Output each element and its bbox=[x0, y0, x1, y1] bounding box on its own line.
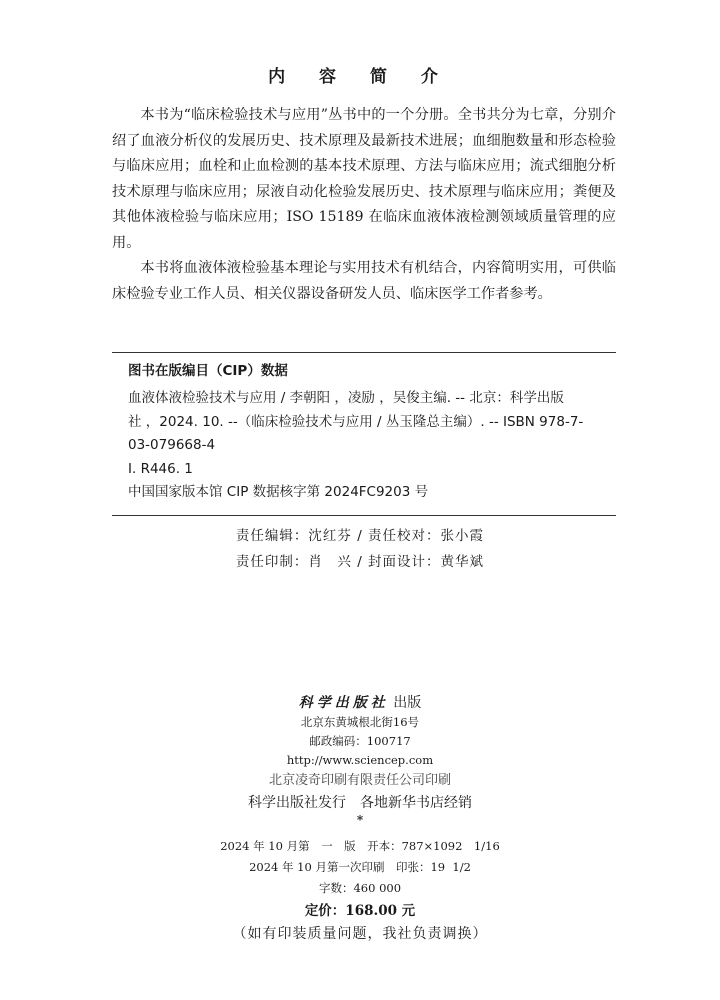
summary-paragraph: 本书为“临床检验技术与应用”丛书中的一个分册。全书共分为七章，分别介绍了血液分析仪的发展历史、技术原理及最新技术进展；血细胞数量和形态检验与临床应用；血栓和止血检测的基本技术原理、方法与临床应用；流式细胞分析技术原理与临床应用；尿液自动化检验发展历史、技术原理与临床应用；粪便及其他体液检验与临床应用；ISO 15189 在临床血液体液检测领域质量管理的应用。 bbox=[112, 107, 616, 251]
staff-line-editors: 责任编辑：沈红芬 / 责任校对：张小霞 bbox=[235, 528, 485, 544]
distribution-line: 科学出版社发行 各地新华书店经销 bbox=[248, 795, 472, 811]
publisher-block bbox=[0, 693, 720, 826]
summary-text bbox=[112, 103, 616, 307]
publisher-logo: 科学出版社 bbox=[298, 695, 389, 711]
printer-line: 北京凌奇印刷有限责任公司印刷 bbox=[268, 773, 451, 788]
publisher-address: 北京东黄城根北街16号 bbox=[300, 715, 420, 729]
cip-record bbox=[128, 387, 616, 505]
publisher-suffix: 出版 bbox=[393, 695, 422, 711]
quality-note: （如有印装质量问题，我社负责调换） bbox=[232, 926, 488, 942]
cip-bottom-rule bbox=[112, 515, 616, 516]
cip-line: 血液体液检验技术与应用 / 李朝阳 ，凌励 ，吴俊主编. -- 北京：科学出版 bbox=[128, 390, 564, 406]
summary-paragraph: 本书将血液体液检验基本理论与实用技术有机结合，内容简明实用，可供临床检验专业工作人员、相关仪器设备研发人员、临床医学工作者参考。 bbox=[112, 260, 616, 302]
cip-top-rule bbox=[112, 352, 616, 353]
publisher-name bbox=[0, 693, 720, 713]
printing-line: 2024 年 10 月第一次印刷 印张：19 1/2 bbox=[249, 860, 471, 874]
word-count: 字数：460 000 bbox=[318, 881, 402, 895]
staff-credits bbox=[0, 523, 720, 575]
book-specs bbox=[0, 836, 720, 945]
publisher-website: http://www.sciencep.com bbox=[286, 753, 434, 767]
edition-line: 2024 年 10 月第 一 版 开本：787×1092 1/16 bbox=[220, 839, 500, 853]
cip-line: 03-079668-4 bbox=[128, 437, 216, 453]
cip-heading: 图书在版编目（CIP）数据 bbox=[128, 363, 288, 379]
staff-line-production: 责任印制：肖 兴 / 封面设计：黄华斌 bbox=[235, 554, 485, 570]
summary-title: 内 容 简 介 bbox=[268, 67, 452, 87]
cip-record-number: 中国国家版本馆 CIP 数据核字第 2024FC9203 号 bbox=[128, 484, 429, 500]
cip-line: 社 ，2024. 10. --（临床检验技术与应用 / 丛玉隆总主编）. -- ISBN 978-7- bbox=[128, 413, 584, 430]
publisher-postcode: 邮政编码：100717 bbox=[309, 734, 411, 748]
star-separator: * bbox=[356, 813, 364, 827]
price: 定价：168.00 元 bbox=[304, 903, 416, 919]
cip-classification: Ⅰ. R446. 1 bbox=[128, 460, 193, 477]
